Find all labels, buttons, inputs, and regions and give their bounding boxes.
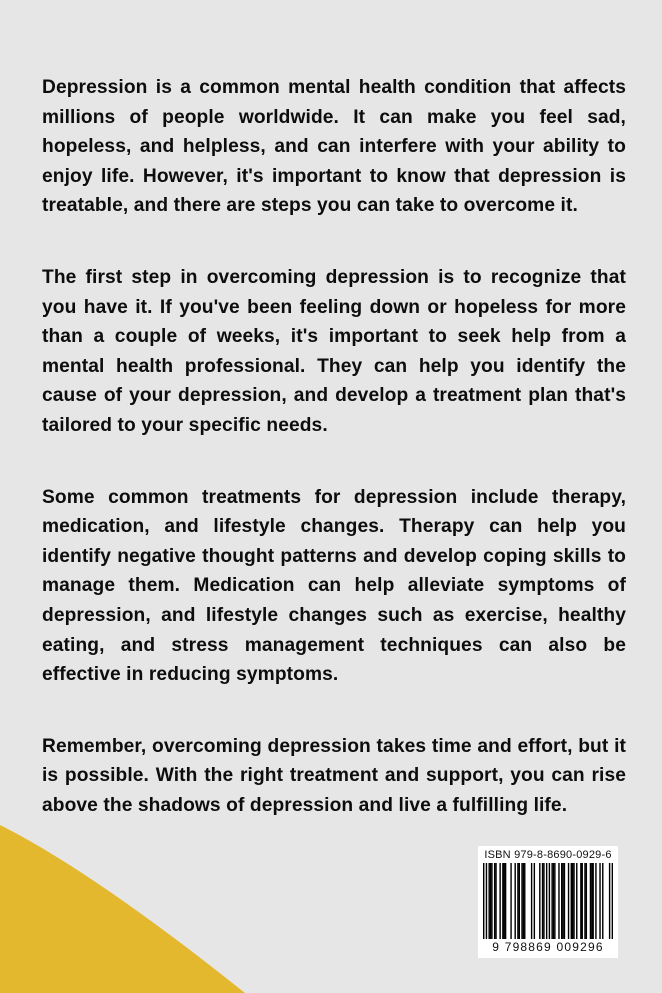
blurb-paragraph-1: Depression is a common mental health condition that affects millions of people worldwide. It can make you feel sad, hopeless, and helpless, and can interfere with your ability to enjoy life. However, it's important to know that depression is treatable, and there are steps you can take to overcome it. xyxy=(42,77,626,217)
barcode-digits: 9 798869 009296 xyxy=(492,940,604,954)
barcode-bar xyxy=(568,863,569,939)
barcode-bar xyxy=(521,863,522,939)
barcode-bar xyxy=(491,863,492,939)
barcode-bar xyxy=(510,863,511,939)
barcode-bar xyxy=(599,863,600,939)
barcode-bar xyxy=(553,863,554,939)
barcode-bar xyxy=(595,863,596,939)
blurb-text xyxy=(42,73,626,862)
barcode-bar xyxy=(514,863,515,939)
blurb-paragraph-2: The first step in overcoming depression is to recognize that you have it. If you've been feeling down or hopeless for more than a couple of weeks, it's important to seek help from a mental health professional. They can help you identify the cause of your depression, and develop a treatment plan that's tailored to your specific needs. xyxy=(42,266,626,436)
barcode-bar xyxy=(495,863,496,939)
barcode-bar xyxy=(571,863,572,939)
barcode-bar xyxy=(499,863,500,939)
isbn-label: ISBN 979-8-8690-0929-6 xyxy=(484,849,612,861)
isbn-barcode xyxy=(478,846,618,958)
barcode-bar xyxy=(591,863,592,939)
blurb-paragraph-3: Some common treatments for depression include therapy, medication, and lifestyle changes. Therapy can help you identify negative thought patterns and develop coping skills to manage them. Medication can help alleviate symptoms of depression, and lifestyle changes such as exercise, healthy eating, and stress management techniques can also be effective in reducing symptoms. xyxy=(42,486,626,686)
barcode-bar xyxy=(582,863,583,939)
barcode-bar xyxy=(494,863,495,939)
barcode-bars xyxy=(483,863,613,939)
barcode-bar xyxy=(531,863,532,939)
barcode-bar xyxy=(572,863,573,939)
barcode-bar xyxy=(549,863,550,939)
barcode-bar xyxy=(576,863,577,939)
barcode-bar xyxy=(534,863,535,939)
barcode-bar xyxy=(564,863,565,939)
barcode-bar xyxy=(592,863,593,939)
barcode-bar xyxy=(609,863,610,939)
barcode-bar xyxy=(543,863,544,939)
barcode-bar xyxy=(586,863,587,939)
barcode-bar xyxy=(523,863,524,939)
barcode-bar xyxy=(519,863,520,939)
barcode-bar xyxy=(517,863,518,939)
barcode-bar xyxy=(486,863,487,939)
barcode-bar xyxy=(590,863,591,939)
barcode-bar xyxy=(558,863,559,939)
blurb-paragraph-4: Remember, overcoming depression takes time and effort, but it is possible. With the right treatment and support, you can rise above the shadows of depression and live a fulfilling life. xyxy=(42,735,626,816)
barcode-bar xyxy=(562,863,563,939)
barcode-bar xyxy=(488,863,489,939)
barcode-bar xyxy=(580,863,581,939)
barcode-bar xyxy=(546,863,547,939)
barcode-bar xyxy=(584,863,585,939)
barcode-bar xyxy=(504,863,505,939)
barcode-bar xyxy=(502,863,503,939)
barcode-bar xyxy=(539,863,540,939)
barcode-bar xyxy=(542,863,543,939)
barcode-bar xyxy=(612,863,613,939)
barcode-bar xyxy=(524,863,525,939)
barcode-bar xyxy=(554,863,555,939)
barcode-bar xyxy=(551,863,552,939)
barcode-bar xyxy=(573,863,574,939)
barcode-bar xyxy=(602,863,603,939)
barcode-bar xyxy=(561,863,562,939)
barcode-bar xyxy=(483,863,484,939)
barcode-bar xyxy=(505,863,506,939)
barcode-bar xyxy=(490,863,491,939)
